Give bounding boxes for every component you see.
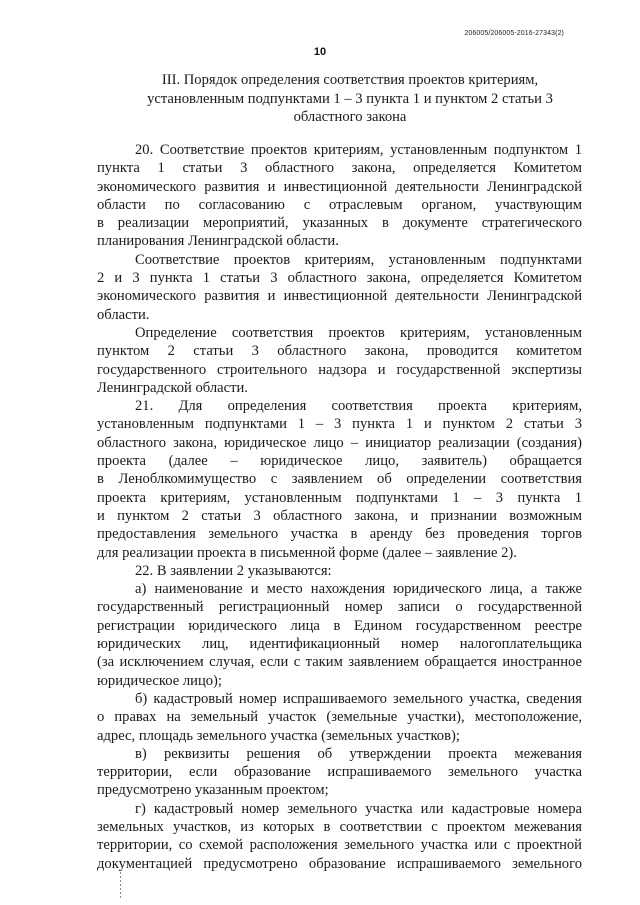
paragraph-line: г) кадастровый номер земельного участка или кадастровые номера <box>135 800 582 817</box>
paragraph-line: 20. Соответствие проектов критериям, установленным подпунктом 1 <box>135 142 582 158</box>
paragraph-line: в реализации мероприятий, указанных в документе стратегического <box>97 215 582 232</box>
paragraph-line: Соответствие проектов критериям, установленным подпунктами <box>135 251 582 268</box>
paragraph-line: государственный регистрационный номер записи о государственной <box>97 599 582 616</box>
paragraph-line: адрес, площадь земельного участка (земельных участков); <box>97 727 460 744</box>
paragraph-line: предусмотрено указанным проектом; <box>97 782 329 799</box>
document-id: 206005/206005-2016-27343(2) <box>464 30 564 37</box>
paragraph-line: о правах на земельный участок (земельные участки), местоположение, <box>97 709 582 726</box>
paragraph-line: юридических лиц, идентификационный номер налогоплательщика <box>97 636 582 653</box>
paragraph-line: территории, со схемой расположения земельного участка или с проектной <box>97 837 582 854</box>
paragraph-line: а) наименование и место нахождения юридического лица, а также <box>135 581 582 598</box>
paragraph-line: юридическое лицо); <box>97 672 222 689</box>
paragraph-line: области по согласованию с отраслевым органом, участвующим <box>97 196 582 213</box>
paragraph-line: 2 и 3 пункта 1 статьи 3 областного закона, определяется Комитетом <box>97 270 582 287</box>
paragraph-line: документацией предусмотрено образование испрашиваемого земельного <box>97 855 582 872</box>
paragraph-line: и пунктом 2 статьи 3 областного закона, и признании возможным <box>97 507 582 524</box>
paragraph-line: Ленинградской области. <box>97 379 248 396</box>
paragraph-line: для реализации проекта в письменной форме (далее – заявление 2). <box>97 544 517 561</box>
document-body <box>97 141 582 873</box>
section-title-line: III. Порядок определения соответствия проектов критериям, <box>161 72 539 88</box>
paragraph-line: в) реквизиты решения об утверждении проекта межевания <box>135 745 582 762</box>
paragraph-line: экономического развития и инвестиционной деятельности Ленинградской <box>97 288 582 305</box>
paragraph-line: 22. В заявлении 2 указываются: <box>135 562 332 579</box>
paragraph-line: проекта критериям, установленным подпунктами 1 – 3 пункта 1 <box>97 489 582 506</box>
paragraph-line: проекта (далее – юридическое лицо, заявитель) обращается <box>97 453 582 470</box>
section-title-line: областного закона <box>293 109 407 126</box>
paragraph-line: областного закона, юридическое лицо – инициатор реализации (создания) <box>97 434 582 451</box>
section-title <box>120 71 580 127</box>
margin-marks <box>120 872 124 902</box>
paragraph-line: территории, если образование испрашиваемого земельного участка <box>97 764 582 781</box>
paragraph-line: пункта 1 статьи 3 областного закона, определяется Комитетом <box>97 160 582 177</box>
page-number: 10 <box>313 46 327 58</box>
paragraph-line: б) кадастровый номер испрашиваемого земельного участка, сведения <box>135 690 582 707</box>
paragraph-line: экономического развития и инвестиционной деятельности Ленинградской <box>97 178 582 195</box>
paragraph-line: государственного строительного надзора и государственной экспертизы <box>97 361 582 378</box>
paragraph-line: Определение соответствия проектов критериям, установленным <box>135 324 582 341</box>
paragraph-line: планирования Ленинградской области. <box>97 233 339 250</box>
paragraph-line: регистрации юридического лица в Едином государственном реестре <box>97 617 582 634</box>
paragraph-line: земельных участков, из которых в соответствии с проектом межевания <box>97 818 582 835</box>
paragraph-line: (за исключением случая, если с таким заявлением обращается иностранное <box>97 654 582 671</box>
paragraph-line: области. <box>97 306 150 323</box>
paragraph-line: пунктом 2 статьи 3 областного закона, проводится комитетом <box>97 343 582 360</box>
paragraph-line: в Леноблкомимущество с заявлением об определении соответствия <box>97 471 582 488</box>
paragraph-line: предоставления земельного участка в аренду без проведения торгов <box>97 526 582 543</box>
section-title-line: установленным подпунктами 1 – 3 пункта 1 и пунктом 2 статьи 3 <box>147 90 553 107</box>
paragraph-line: 21. Для определения соответствия проекта критериям, <box>135 398 582 415</box>
paragraph-line: установленным подпунктами 1 – 3 пункта 1 и пунктом 2 статьи 3 <box>97 416 582 433</box>
